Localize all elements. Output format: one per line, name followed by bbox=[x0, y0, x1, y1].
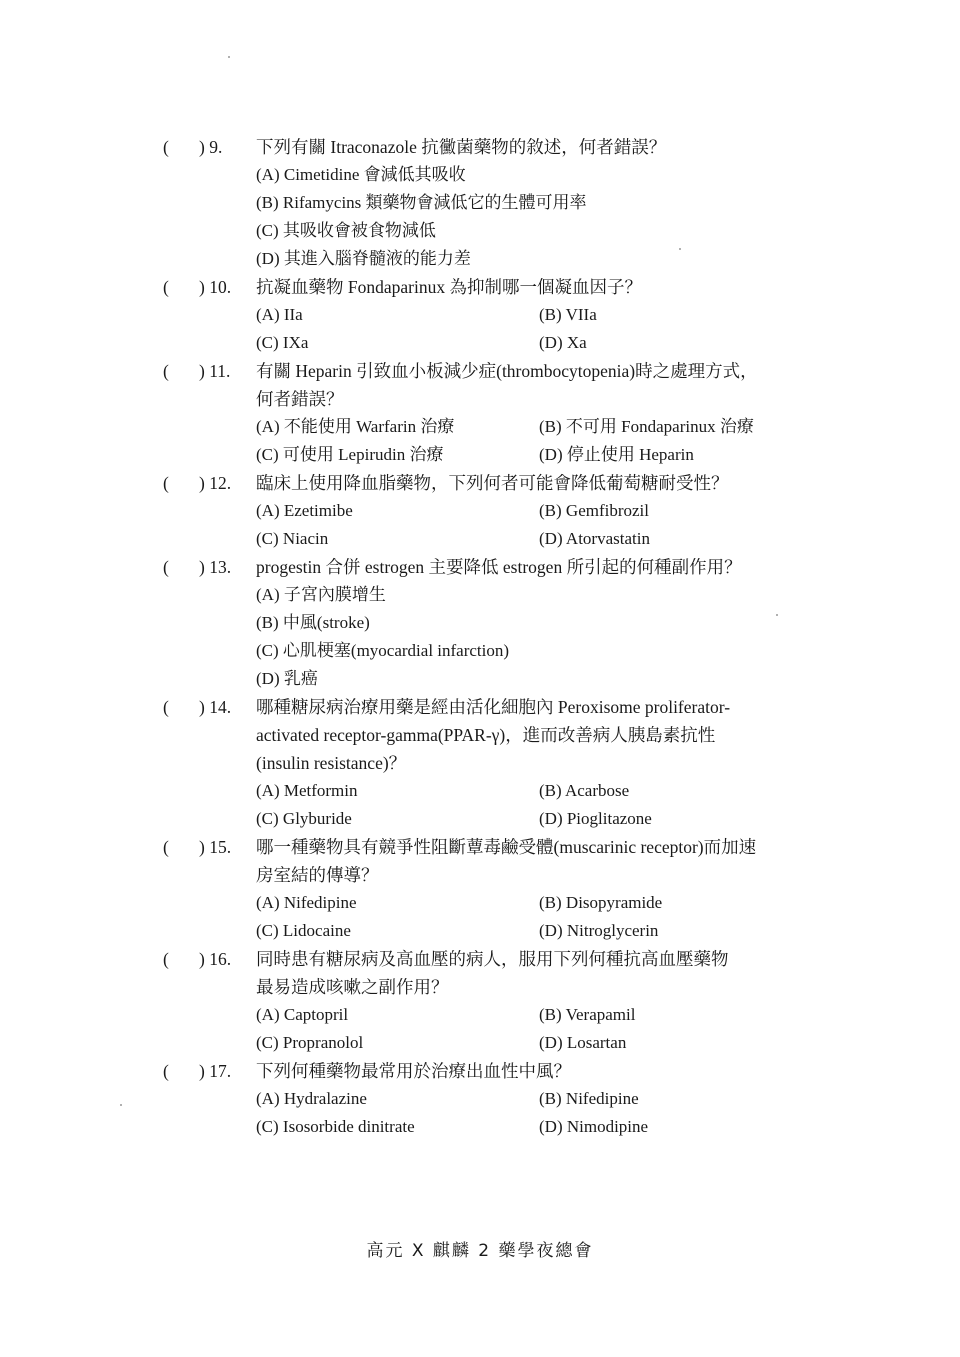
answer-option: (D) 乳癌 bbox=[256, 669, 318, 688]
question-stem-line bbox=[163, 273, 803, 301]
option-row bbox=[163, 329, 803, 357]
answer-option: (B) Gemfibrozil bbox=[539, 501, 649, 520]
question-stem-line bbox=[163, 553, 803, 581]
option-list bbox=[163, 777, 803, 833]
question-list bbox=[163, 133, 803, 1141]
option-row bbox=[163, 805, 803, 833]
option-list bbox=[163, 413, 803, 469]
question-number: ) 16. bbox=[199, 949, 232, 969]
answer-option: (A) Metformin bbox=[256, 781, 358, 800]
answer-option: (C) 心肌梗塞(myocardial infarction) bbox=[256, 641, 510, 660]
option-row bbox=[163, 441, 803, 469]
answer-option: (A) IIa bbox=[256, 305, 303, 324]
answer-option: (B) Verapamil bbox=[539, 1005, 636, 1024]
question-stem-line bbox=[163, 693, 803, 721]
answer-option: (B) Disopyramide bbox=[539, 893, 663, 912]
option-row bbox=[163, 889, 803, 917]
option-row bbox=[163, 189, 803, 217]
question-stem-line bbox=[163, 469, 803, 497]
question-number: ) 17. bbox=[199, 1061, 232, 1081]
question-item bbox=[163, 357, 803, 469]
answer-paren-open: ( bbox=[163, 137, 169, 157]
answer-option: (A) Hydralazine bbox=[256, 1089, 367, 1108]
option-row bbox=[163, 217, 803, 245]
answer-option: (C) IXa bbox=[256, 333, 309, 352]
answer-option: (B) 中風(stroke) bbox=[256, 613, 370, 632]
answer-option: (D) Nimodipine bbox=[539, 1117, 649, 1136]
option-row bbox=[163, 525, 803, 553]
answer-option: (C) Isosorbide dinitrate bbox=[256, 1117, 415, 1136]
answer-option: (A) Captopril bbox=[256, 1005, 349, 1024]
option-list bbox=[163, 889, 803, 945]
question-stem-text: 房室結的傳導？ bbox=[256, 865, 379, 885]
question-number: ) 10. bbox=[199, 277, 232, 297]
option-row bbox=[163, 497, 803, 525]
answer-option: (C) 可使用 Lepirudin 治療 bbox=[256, 445, 444, 464]
question-stem-text: 臨床上使用降血脂藥物，下列何者可能會降低葡萄糖耐受性？ bbox=[256, 473, 729, 493]
question-stem-text: 哪一種藥物具有競爭性阻斷蕈毒鹼受體(muscarinic receptor)而加速 bbox=[256, 837, 757, 857]
answer-option: (C) Niacin bbox=[256, 529, 329, 548]
answer-option: (D) 其進入腦脊髓液的能力差 bbox=[256, 249, 471, 268]
option-row bbox=[163, 245, 803, 273]
answer-option: (C) Propranolol bbox=[256, 1033, 364, 1052]
option-row bbox=[163, 1113, 803, 1141]
question-stem-line bbox=[163, 945, 803, 973]
question-item bbox=[163, 469, 803, 553]
answer-option: (B) Nifedipine bbox=[539, 1089, 639, 1108]
question-number: ) 11. bbox=[199, 361, 231, 381]
option-row bbox=[163, 581, 803, 609]
option-list bbox=[163, 581, 803, 693]
question-stem-line bbox=[163, 133, 803, 161]
answer-option: (D) Losartan bbox=[539, 1033, 627, 1052]
question-stem-text: activated receptor-gamma(PPAR-γ)，進而改善病人胰島素抗性 bbox=[256, 725, 716, 745]
answer-option: (D) Nitroglycerin bbox=[539, 921, 659, 940]
option-row bbox=[163, 1029, 803, 1057]
answer-paren-open: ( bbox=[163, 697, 169, 717]
answer-option: (C) 其吸收會被食物減低 bbox=[256, 221, 436, 240]
question-stem-line bbox=[163, 833, 803, 861]
answer-paren-open: ( bbox=[163, 1061, 169, 1081]
answer-option: (D) Xa bbox=[539, 333, 587, 352]
question-stem-line bbox=[163, 385, 803, 413]
page-footer: 高元 X 麒麟 2 藥學夜總會 bbox=[366, 1241, 594, 1261]
question-number: ) 15. bbox=[199, 837, 232, 857]
question-item bbox=[163, 945, 803, 1057]
question-item bbox=[163, 553, 803, 693]
option-row bbox=[163, 917, 803, 945]
question-stem-line bbox=[163, 721, 803, 749]
option-row bbox=[163, 665, 803, 693]
answer-option: (C) Glyburide bbox=[256, 809, 352, 828]
answer-option: (B) Rifamycins 類藥物會減低它的生體可用率 bbox=[256, 193, 587, 212]
answer-option: (A) Cimetidine 會減低其吸收 bbox=[256, 165, 466, 184]
question-number: ) 9. bbox=[199, 137, 223, 157]
scan-speck bbox=[776, 614, 778, 616]
question-stem-line bbox=[163, 749, 803, 777]
option-row bbox=[163, 301, 803, 329]
question-number: ) 14. bbox=[199, 697, 232, 717]
question-stem-text: 抗凝血藥物 Fondaparinux 為抑制哪一個凝血因子？ bbox=[256, 277, 642, 297]
answer-option: (A) Ezetimibe bbox=[256, 501, 353, 520]
option-row bbox=[163, 609, 803, 637]
answer-paren-open: ( bbox=[163, 837, 169, 857]
answer-option: (D) 停止使用 Heparin bbox=[539, 445, 694, 464]
option-row bbox=[163, 161, 803, 189]
answer-option: (B) VIIa bbox=[539, 305, 597, 324]
option-list bbox=[163, 497, 803, 553]
question-item bbox=[163, 833, 803, 945]
question-stem-line bbox=[163, 861, 803, 889]
question-stem-text: 最易造成咳嗽之副作用？ bbox=[256, 977, 449, 997]
answer-option: (B) 不可用 Fondaparinux 治療 bbox=[539, 417, 754, 436]
answer-option: (A) Nifedipine bbox=[256, 893, 357, 912]
question-stem-line bbox=[163, 357, 803, 385]
option-row bbox=[163, 777, 803, 805]
question-stem-text: 何者錯誤？ bbox=[256, 389, 344, 409]
question-stem-line bbox=[163, 973, 803, 1001]
option-list bbox=[163, 1001, 803, 1057]
answer-paren-open: ( bbox=[163, 557, 169, 577]
question-stem-text: 有關 Heparin 引致血小板減少症(thrombocytopenia)時之處理方式， bbox=[256, 361, 758, 381]
scan-speck bbox=[679, 248, 681, 250]
question-stem-text: (insulin resistance)？ bbox=[256, 753, 407, 773]
answer-option: (A) 不能使用 Warfarin 治療 bbox=[256, 417, 455, 436]
answer-option: (C) Lidocaine bbox=[256, 921, 351, 940]
scan-speck bbox=[120, 1104, 122, 1106]
answer-option: (B) Acarbose bbox=[539, 781, 630, 800]
option-row bbox=[163, 1085, 803, 1113]
question-item bbox=[163, 693, 803, 833]
question-stem-line bbox=[163, 1057, 803, 1085]
question-item bbox=[163, 133, 803, 273]
answer-paren-open: ( bbox=[163, 949, 169, 969]
answer-option: (D) Pioglitazone bbox=[539, 809, 652, 828]
option-list bbox=[163, 1085, 803, 1141]
question-stem-text: 下列有關 Itraconazole 抗黴菌藥物的敘述，何者錯誤？ bbox=[256, 137, 667, 157]
question-item bbox=[163, 273, 803, 357]
scan-speck bbox=[228, 56, 230, 58]
option-row bbox=[163, 637, 803, 665]
answer-paren-open: ( bbox=[163, 277, 169, 297]
answer-option: (D) Atorvastatin bbox=[539, 529, 650, 548]
question-number: ) 13. bbox=[199, 557, 232, 577]
question-stem-text: 同時患有糖尿病及高血壓的病人，服用下列何種抗高血壓藥物 bbox=[256, 949, 729, 969]
answer-paren-open: ( bbox=[163, 361, 169, 381]
option-row bbox=[163, 1001, 803, 1029]
question-stem-text: progestin 合併 estrogen 主要降低 estrogen 所引起的何種副作用？ bbox=[256, 557, 742, 577]
question-number: ) 12. bbox=[199, 473, 232, 493]
option-list bbox=[163, 301, 803, 357]
question-stem-text: 哪種糖尿病治療用藥是經由活化細胞內 Peroxisome proliferator- bbox=[256, 697, 731, 717]
question-stem-text: 下列何種藥物最常用於治療出血性中風？ bbox=[256, 1061, 571, 1081]
option-list bbox=[163, 161, 803, 273]
question-item bbox=[163, 1057, 803, 1141]
option-row bbox=[163, 413, 803, 441]
answer-option: (A) 子宮內膜增生 bbox=[256, 585, 386, 604]
answer-paren-open: ( bbox=[163, 473, 169, 493]
